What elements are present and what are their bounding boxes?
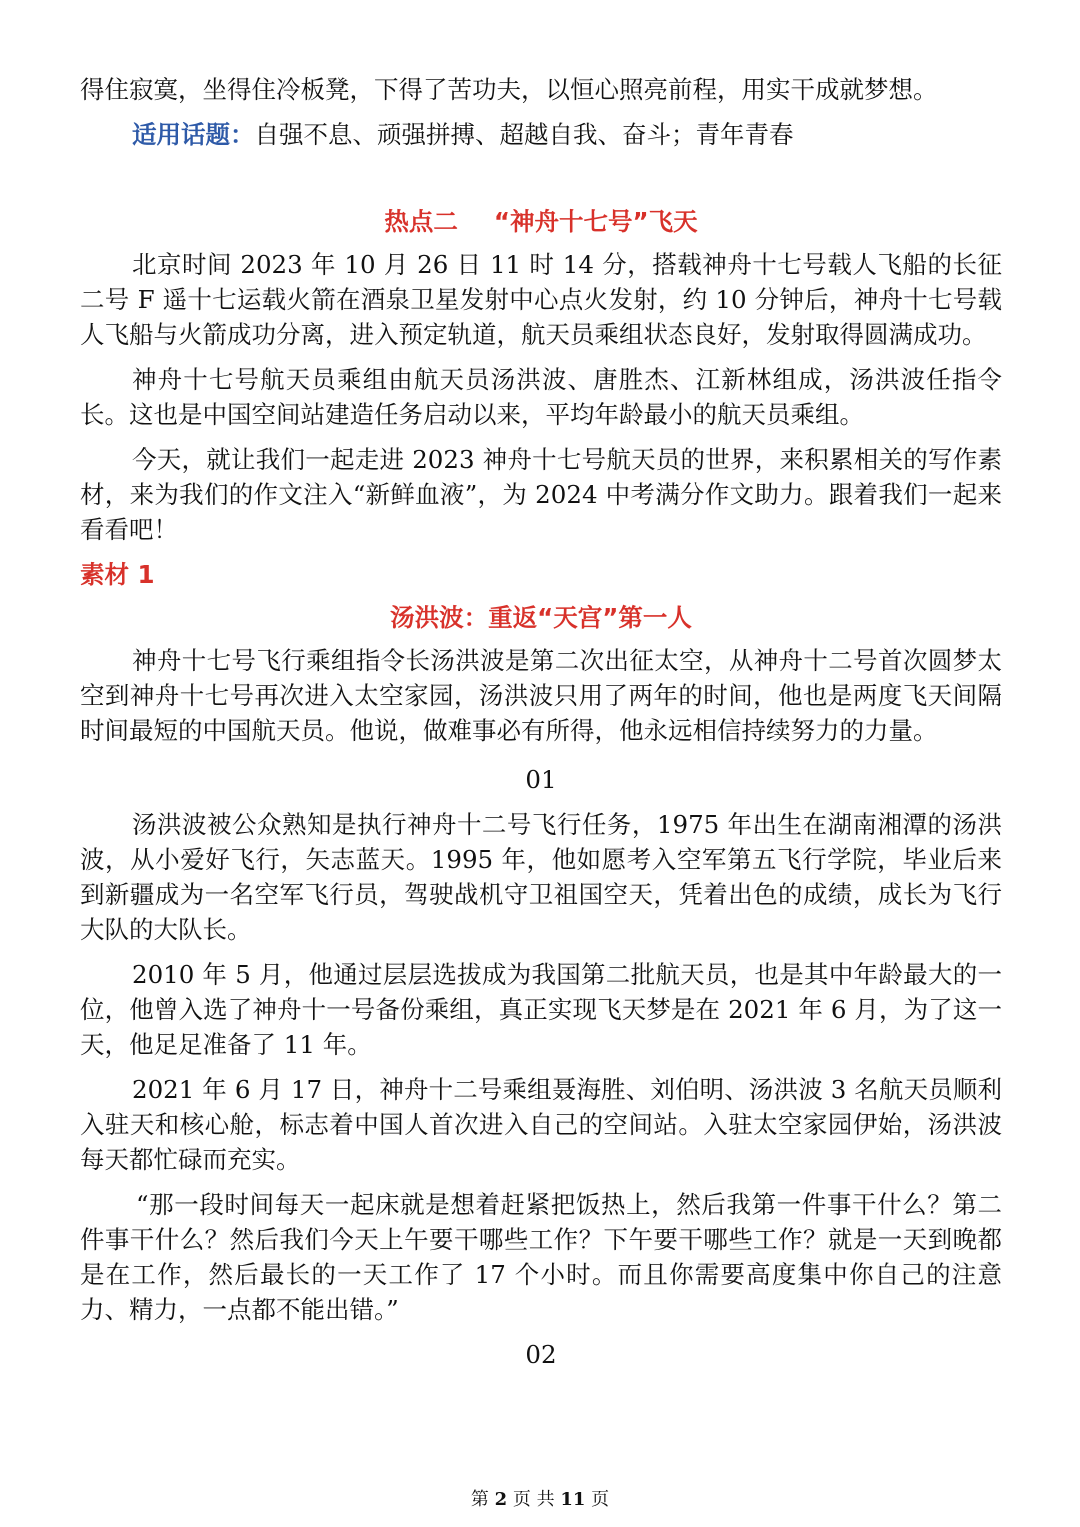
intro-tail-line: 得住寂寞，坐得住冷板凳，下得了苦功夫，以恒心照亮前程，用实干成就梦想。 bbox=[80, 75, 938, 104]
section-paragraph-1: 北京时间 2023 年 10 月 26 日 11 时 14 分，搭载神舟十七号载人飞船的长征二号 F 遥十七运载火箭在酒泉卫星发射中心点火发射，约 10 分钟后，神舟十七号载人飞船与火箭成功分离，进入预定轨道，航天员乘组状态良好，发射取得圆满成功。 bbox=[80, 250, 1002, 349]
footer-middle: 页 共 bbox=[512, 1489, 555, 1510]
footer-current-page: 2 bbox=[494, 1489, 508, 1510]
topic-label: 适用话题： bbox=[132, 120, 255, 149]
section-heading-title: “神舟十七号”飞天 bbox=[493, 207, 698, 236]
topic-line bbox=[80, 117, 1002, 152]
material-title: 汤洪波：重返“天宫”第一人 bbox=[390, 603, 692, 632]
section-paragraph-2: 神舟十七号航天员乘组由航天员汤洪波、唐胜杰、江新林组成，汤洪波任指令长。这也是中国空间站建造任务启动以来，平均年龄最小的航天员乘组。 bbox=[80, 365, 1002, 429]
footer-prefix: 第 bbox=[470, 1489, 489, 1510]
material-label: 素材 1 bbox=[80, 560, 155, 589]
footer-total-pages: 11 bbox=[560, 1489, 586, 1510]
part1-paragraph-3: 2021 年 6 月 17 日，神舟十二号乘组聂海胜、刘伯明、汤洪波 3 名航天员顺利入驻天和核心舱，标志着中国人首次进入自己的空间站。入驻太空家园伊始，汤洪波每天都忙碌而充实。 bbox=[80, 1075, 1002, 1174]
part1-paragraph-1: 汤洪波被公众熟知是执行神舟十二号飞行任务，1975 年出生在湖南湘潭的汤洪波，从小爱好飞行，矢志蓝天。1995 年，他如愿考入空军第五飞行学院，毕业后来到新疆成为一名空军飞行员，驾驶战机守卫祖国空天，凭着出色的成绩，成长为飞行大队的大队长。 bbox=[80, 810, 1002, 944]
document-page bbox=[80, 72, 1002, 1382]
part-number-02: 02 bbox=[525, 1340, 557, 1369]
part-number-01: 01 bbox=[525, 765, 557, 794]
topic-text: 自强不息、顽强拼搏、超越自我、奋斗；青年青春 bbox=[254, 120, 794, 149]
section-paragraph-3: 今天，就让我们一起走进 2023 神舟十七号航天员的世界，来积累相关的写作素材，来为我们的作文注入“新鲜血液”，为 2024 中考满分作文助力。跟着我们一起来看看吧！ bbox=[80, 445, 1002, 544]
section-heading-number: 热点二 bbox=[384, 207, 458, 236]
material-intro-paragraph: 神舟十七号飞行乘组指令长汤洪波是第二次出征太空，从神舟十二号首次圆梦太空到神舟十七号再次进入太空家园，汤洪波只用了两年的时间，他也是两度飞天间隔时间最短的中国航天员。他说，做难事必有所得，他永远相信持续努力的力量。 bbox=[80, 646, 1002, 745]
page-footer bbox=[0, 1488, 1080, 1512]
quote-paragraph: “那一段时间每天一起床就是想着赶紧把饭热上，然后我第一件事干什么？第二件事干什么？然后我们今天上午要干哪些工作？下午要干哪些工作？就是一天到晚都是在工作，然后最长的一天工作了 17 个小时。而且你需要高度集中你自己的注意力、精力，一点都不能出错。” bbox=[80, 1190, 1002, 1324]
footer-suffix: 页 bbox=[591, 1489, 610, 1510]
section-heading bbox=[80, 204, 1002, 239]
part1-paragraph-2: 2010 年 5 月，他通过层层选拔成为我国第二批航天员，也是其中年龄最大的一位，他曾入选了神舟十一号备份乘组，真正实现飞天梦是在 2021 年 6 月，为了这一天，他足足准备了 11 年。 bbox=[80, 960, 1002, 1059]
